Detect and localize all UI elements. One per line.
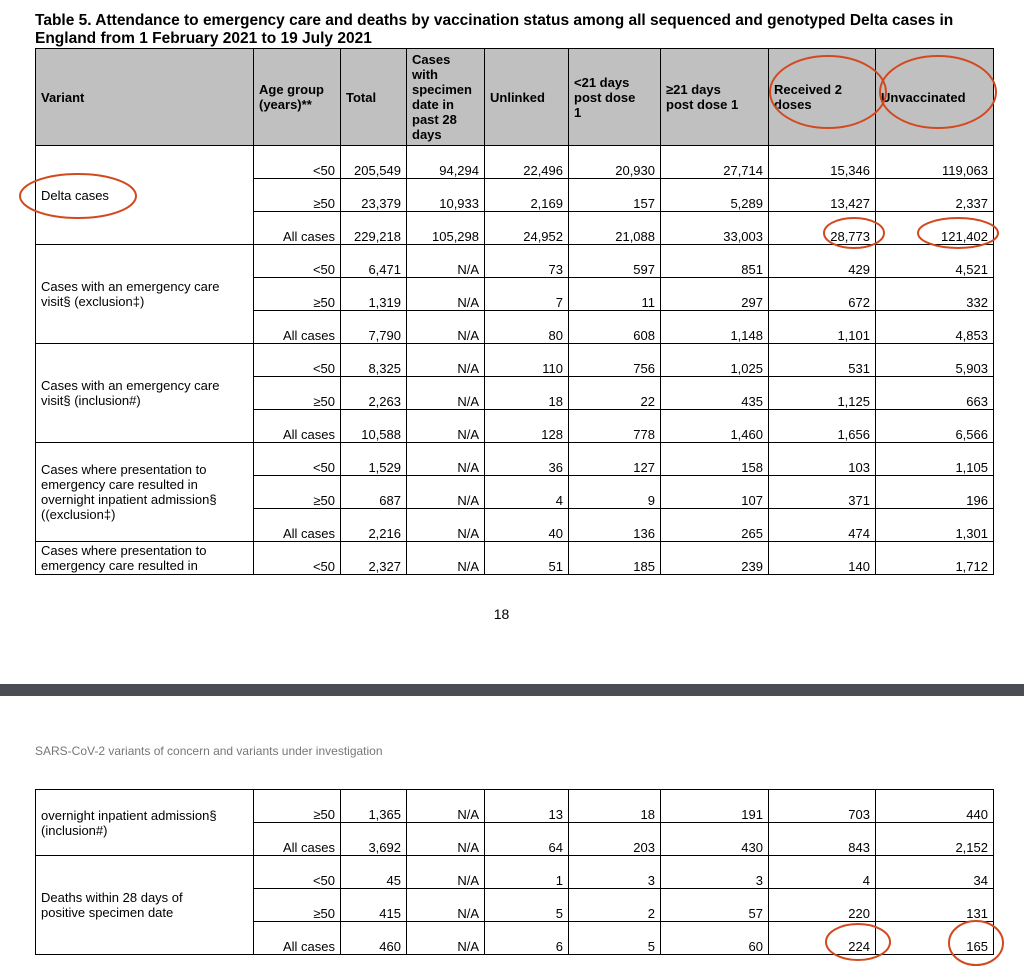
cell-lt21: 597: [569, 245, 661, 278]
variant-label-line: emergency care resulted in: [41, 558, 198, 573]
cell-unvax: 2,337: [876, 179, 994, 212]
variant-label-line: Cases with an emergency care: [41, 378, 220, 393]
variant-label-line: ((exclusion‡): [41, 507, 116, 522]
variant-label-line: Cases where presentation to: [41, 462, 207, 477]
cell-ge21: 33,003: [661, 212, 769, 245]
cell-unvax: 663: [876, 377, 994, 410]
cell-unlinked: 24,952: [485, 212, 569, 245]
cell-unvax: 1,301: [876, 509, 994, 542]
vaccination-table-part-2: [35, 789, 994, 955]
variant-label-line: Delta cases: [41, 187, 109, 203]
cell-specimen: N/A: [407, 245, 485, 278]
cell-specimen: N/A: [407, 278, 485, 311]
cell-total: 1,319: [341, 278, 407, 311]
header-lt21-days: <21 days post dose 1: [569, 49, 661, 146]
cell-specimen: N/A: [407, 509, 485, 542]
cell-specimen: 10,933: [407, 179, 485, 212]
cell-total: 229,218: [341, 212, 407, 245]
cell-unlinked: 7: [485, 278, 569, 311]
cell-unlinked: 80: [485, 311, 569, 344]
cell-unlinked: 4: [485, 476, 569, 509]
header-unvaccinated: Unvaccinated: [876, 49, 994, 146]
cell-lt21: 22: [569, 377, 661, 410]
table-body-bottom: [36, 790, 994, 955]
cell-age: ≥50: [254, 377, 341, 410]
cell-unlinked: 22,496: [485, 146, 569, 179]
cell-total: 7,790: [341, 311, 407, 344]
cell-ge21: 851: [661, 245, 769, 278]
table-body-top: [36, 146, 994, 575]
variant-label: [36, 344, 254, 443]
header-age-group: Age group (years)**: [254, 49, 341, 146]
cell-received2: 1,101: [769, 311, 876, 344]
table-row: [36, 344, 994, 377]
variant-label-line: emergency care resulted in: [41, 477, 198, 492]
table-row: [36, 245, 994, 278]
cell-total: 415: [341, 889, 407, 922]
cell-lt21: 157: [569, 179, 661, 212]
cell-ge21: 297: [661, 278, 769, 311]
cell-unlinked: 18: [485, 377, 569, 410]
cell-received2: 474: [769, 509, 876, 542]
cell-received2: 13,427: [769, 179, 876, 212]
header-received-2-doses: Received 2 doses: [769, 49, 876, 146]
cell-ge21: 158: [661, 443, 769, 476]
cell-lt21: 756: [569, 344, 661, 377]
cell-received2: 429: [769, 245, 876, 278]
cell-ge21: 191: [661, 790, 769, 823]
cell-unlinked: 1: [485, 856, 569, 889]
cell-lt21: 5: [569, 922, 661, 955]
variant-label: [36, 790, 254, 856]
cell-received2: 371: [769, 476, 876, 509]
cell-received2: 103: [769, 443, 876, 476]
cell-ge21: 57: [661, 889, 769, 922]
cell-age: All cases: [254, 922, 341, 955]
cell-lt21: 18: [569, 790, 661, 823]
table-row: [36, 146, 994, 179]
cell-specimen: N/A: [407, 823, 485, 856]
cell-ge21: 239: [661, 542, 769, 575]
variant-label-line: visit§ (inclusion#): [41, 393, 141, 408]
cell-ge21: 3: [661, 856, 769, 889]
cell-unvax: 165: [876, 922, 994, 955]
header-total: Total: [341, 49, 407, 146]
variant-label-line: visit§ (exclusion‡): [41, 294, 145, 309]
cell-total: 2,216: [341, 509, 407, 542]
cell-received2: 28,773: [769, 212, 876, 245]
variant-label-line: Cases with an emergency care: [41, 279, 220, 294]
cell-received2: 15,346: [769, 146, 876, 179]
cell-received2: 224: [769, 922, 876, 955]
cell-age: ≥50: [254, 278, 341, 311]
variant-label-line: positive specimen date: [41, 905, 174, 920]
cell-total: 460: [341, 922, 407, 955]
cell-lt21: 608: [569, 311, 661, 344]
cell-total: 2,263: [341, 377, 407, 410]
cell-total: 8,325: [341, 344, 407, 377]
cell-age: All cases: [254, 509, 341, 542]
cell-received2: 1,125: [769, 377, 876, 410]
table-row: [36, 542, 994, 575]
cell-unlinked: 73: [485, 245, 569, 278]
cell-received2: 843: [769, 823, 876, 856]
page-number: 18: [493, 606, 510, 622]
cell-ge21: 435: [661, 377, 769, 410]
cell-received2: 220: [769, 889, 876, 922]
variant-label-line: Deaths within 28 days of: [41, 890, 183, 905]
cell-lt21: 3: [569, 856, 661, 889]
cell-unvax: 4,853: [876, 311, 994, 344]
cell-ge21: 60: [661, 922, 769, 955]
cell-lt21: 136: [569, 509, 661, 542]
cell-ge21: 1,148: [661, 311, 769, 344]
cell-age: <50: [254, 245, 341, 278]
cell-total: 2,327: [341, 542, 407, 575]
cell-unlinked: 13: [485, 790, 569, 823]
cell-unvax: 5,903: [876, 344, 994, 377]
cell-total: 3,692: [341, 823, 407, 856]
variant-label: [36, 245, 254, 344]
cell-lt21: 11: [569, 278, 661, 311]
table-row: [36, 790, 994, 823]
variant-label-line: (inclusion#): [41, 822, 108, 838]
vaccination-table-part-1: [35, 48, 994, 575]
table-title: Table 5. Attendance to emergency care and deaths by vaccination status among all sequenced and genotyped Delta cases in England from 1 February 2021 to 19 July 2021: [35, 12, 954, 47]
cell-ge21: 5,289: [661, 179, 769, 212]
cell-specimen: N/A: [407, 542, 485, 575]
cell-unvax: 34: [876, 856, 994, 889]
cell-age: All cases: [254, 212, 341, 245]
cell-unlinked: 128: [485, 410, 569, 443]
cell-received2: 4: [769, 856, 876, 889]
cell-unvax: 440: [876, 790, 994, 823]
cell-age: All cases: [254, 823, 341, 856]
cell-unlinked: 36: [485, 443, 569, 476]
cell-unlinked: 40: [485, 509, 569, 542]
cell-lt21: 778: [569, 410, 661, 443]
cell-received2: 672: [769, 278, 876, 311]
cell-total: 687: [341, 476, 407, 509]
cell-received2: 1,656: [769, 410, 876, 443]
cell-unlinked: 6: [485, 922, 569, 955]
cell-total: 6,471: [341, 245, 407, 278]
page-separator: [0, 684, 1024, 696]
cell-unlinked: 2,169: [485, 179, 569, 212]
cell-age: <50: [254, 542, 341, 575]
cell-unvax: 121,402: [876, 212, 994, 245]
variant-label: [36, 443, 254, 542]
cell-specimen: N/A: [407, 443, 485, 476]
cell-age: <50: [254, 344, 341, 377]
cell-unvax: 2,152: [876, 823, 994, 856]
cell-age: All cases: [254, 311, 341, 344]
cell-unlinked: 110: [485, 344, 569, 377]
cell-specimen: N/A: [407, 344, 485, 377]
cell-specimen: N/A: [407, 476, 485, 509]
cell-unvax: 332: [876, 278, 994, 311]
variant-label-line: Cases where presentation to: [41, 543, 207, 558]
variant-label-line: overnight inpatient admission§: [41, 807, 217, 823]
cell-age: ≥50: [254, 889, 341, 922]
cell-age: ≥50: [254, 179, 341, 212]
cell-ge21: 107: [661, 476, 769, 509]
cell-age: ≥50: [254, 790, 341, 823]
cell-specimen: N/A: [407, 889, 485, 922]
cell-lt21: 9: [569, 476, 661, 509]
cell-age: ≥50: [254, 476, 341, 509]
table-row: [36, 856, 994, 889]
cell-ge21: 430: [661, 823, 769, 856]
cell-lt21: 185: [569, 542, 661, 575]
cell-specimen: N/A: [407, 410, 485, 443]
cell-unvax: 1,712: [876, 542, 994, 575]
cell-unvax: 196: [876, 476, 994, 509]
cell-lt21: 2: [569, 889, 661, 922]
cell-lt21: 21,088: [569, 212, 661, 245]
variant-label: [36, 856, 254, 955]
cell-unlinked: 51: [485, 542, 569, 575]
variant-label: [36, 146, 254, 245]
cell-total: 10,588: [341, 410, 407, 443]
cell-lt21: 127: [569, 443, 661, 476]
cell-received2: 703: [769, 790, 876, 823]
cell-specimen: N/A: [407, 856, 485, 889]
cell-total: 1,365: [341, 790, 407, 823]
cell-unvax: 119,063: [876, 146, 994, 179]
cell-ge21: 27,714: [661, 146, 769, 179]
cell-age: <50: [254, 443, 341, 476]
cell-total: 45: [341, 856, 407, 889]
variant-label: [36, 542, 254, 575]
cell-specimen: N/A: [407, 790, 485, 823]
variant-label-line: overnight inpatient admission§: [41, 492, 217, 507]
cell-ge21: 1,025: [661, 344, 769, 377]
cell-unvax: 6,566: [876, 410, 994, 443]
table-row: [36, 443, 994, 476]
running-head: SARS-CoV-2 variants of concern and variants under investigation: [35, 744, 383, 758]
cell-age: <50: [254, 856, 341, 889]
cell-specimen: 94,294: [407, 146, 485, 179]
cell-lt21: 203: [569, 823, 661, 856]
cell-received2: 140: [769, 542, 876, 575]
header-unlinked: Unlinked: [485, 49, 569, 146]
cell-unlinked: 5: [485, 889, 569, 922]
cell-received2: 531: [769, 344, 876, 377]
cell-unvax: 4,521: [876, 245, 994, 278]
cell-total: 205,549: [341, 146, 407, 179]
cell-unvax: 1,105: [876, 443, 994, 476]
header-specimen-28-days: Cases with specimen date in past 28 days: [407, 49, 485, 146]
cell-specimen: N/A: [407, 922, 485, 955]
cell-ge21: 1,460: [661, 410, 769, 443]
cell-specimen: N/A: [407, 311, 485, 344]
cell-total: 1,529: [341, 443, 407, 476]
header-variant: Variant: [36, 49, 254, 146]
cell-specimen: N/A: [407, 377, 485, 410]
cell-unlinked: 64: [485, 823, 569, 856]
header-ge21-days: ≥21 days post dose 1: [661, 49, 769, 146]
cell-ge21: 265: [661, 509, 769, 542]
cell-unvax: 131: [876, 889, 994, 922]
cell-age: <50: [254, 146, 341, 179]
cell-age: All cases: [254, 410, 341, 443]
cell-specimen: 105,298: [407, 212, 485, 245]
cell-lt21: 20,930: [569, 146, 661, 179]
cell-total: 23,379: [341, 179, 407, 212]
